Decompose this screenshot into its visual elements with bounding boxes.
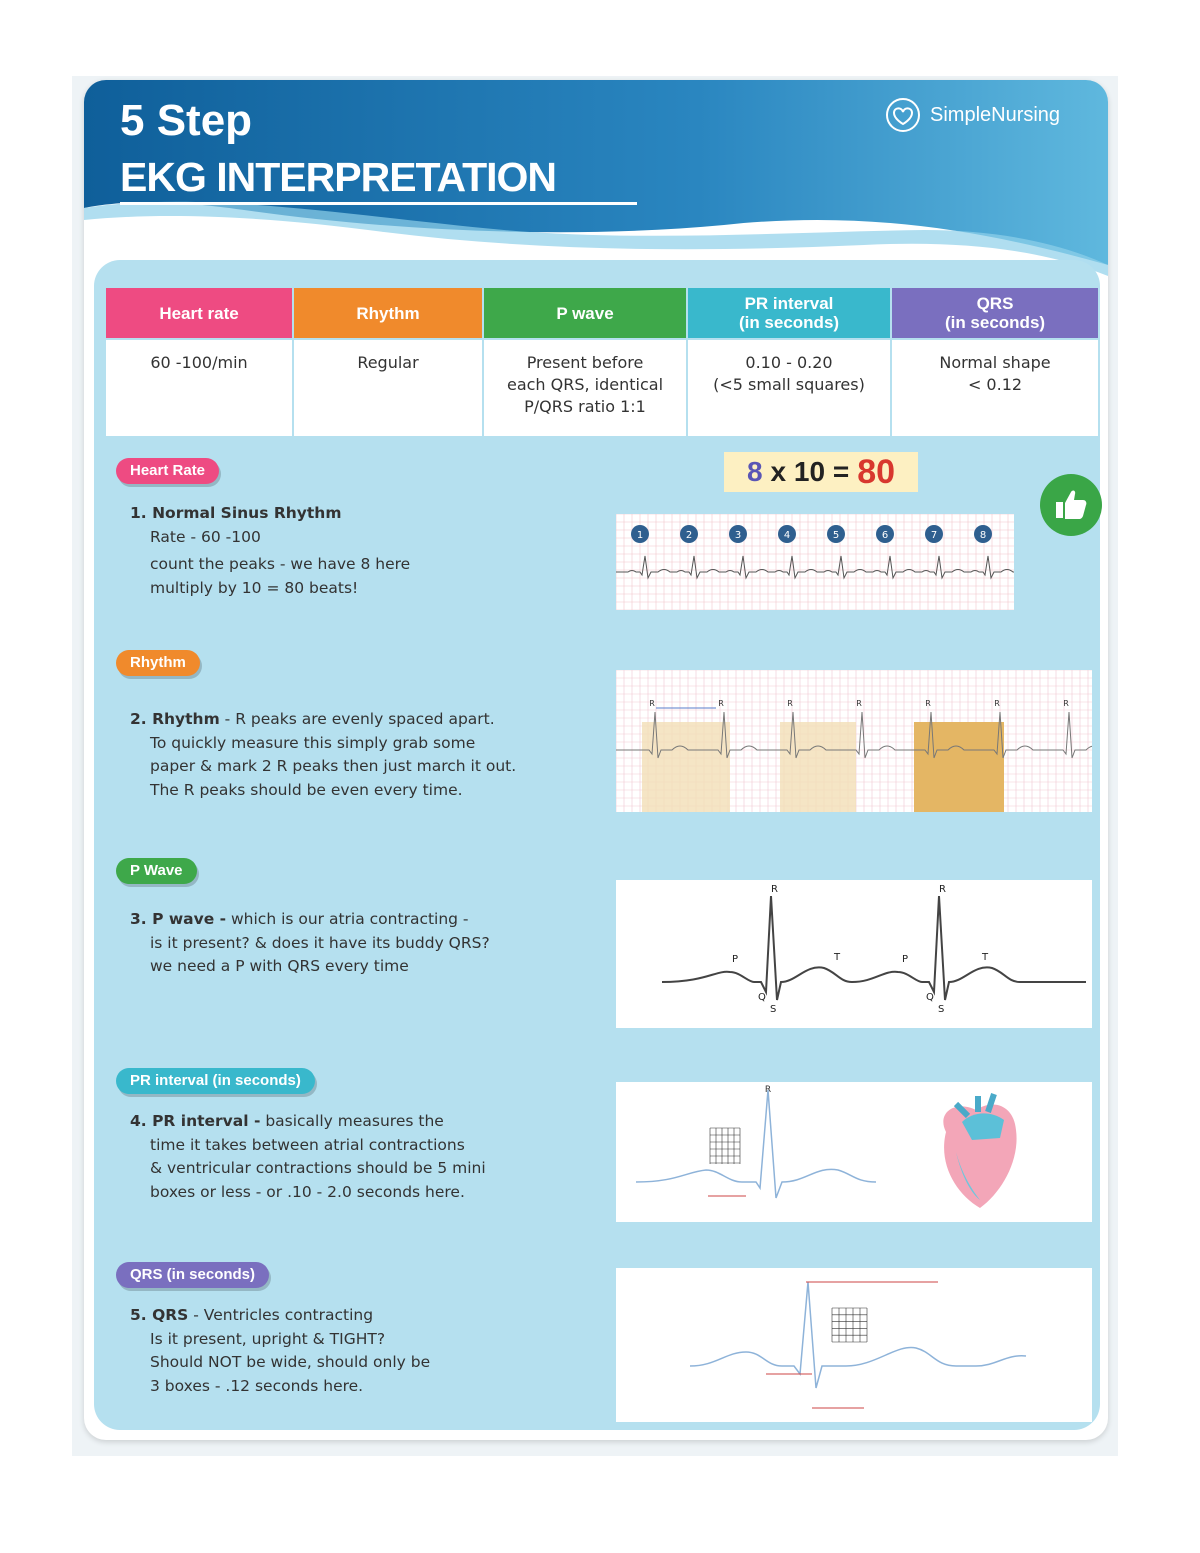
- r-peak-label: R: [764, 1085, 772, 1095]
- qrs-title-rest: - Ventricles contracting: [188, 1306, 374, 1324]
- beat-number: 1: [636, 530, 644, 541]
- qrs-line: 3 boxes - .12 seconds here.: [150, 1376, 364, 1395]
- heart-logo-icon: [884, 96, 922, 134]
- pr-title-line: [130, 1110, 600, 1134]
- rhythm-title-line: [130, 708, 600, 732]
- ekg-trace: [616, 556, 1014, 578]
- ekg-trace: [662, 896, 1086, 1000]
- rhythm-text: [130, 708, 600, 802]
- qrs-diagram: [616, 1268, 1092, 1422]
- p-wave-line: we need a P with QRS every time: [150, 957, 409, 975]
- pr-line: boxes or less - or .10 - 2.0 seconds here.: [150, 1182, 465, 1201]
- wave-label: P: [902, 954, 909, 965]
- paper-strip: [642, 722, 730, 812]
- beat-number: 8: [979, 530, 987, 541]
- paper-strip: [914, 722, 1004, 812]
- pr-interval-text: [130, 1110, 600, 1204]
- ekg-grid: [616, 514, 1014, 610]
- heart-rate-line: count the peaks - we have 8 here: [150, 555, 411, 573]
- p-wave-title: 3. P wave -: [130, 910, 227, 928]
- wave-label: T: [982, 952, 989, 963]
- mini-grid: [710, 1128, 740, 1164]
- ekg-strip-rhythm: [616, 670, 1092, 812]
- header-label: QRS (in seconds): [944, 294, 1046, 332]
- r-peak-label: R: [994, 699, 1000, 708]
- logo-text: SimpleNursing: [930, 103, 1061, 126]
- beat-number: 4: [783, 530, 791, 541]
- p-wave-text: [130, 908, 600, 979]
- beat-number: 2: [685, 530, 693, 541]
- beats-calculation: [724, 452, 918, 492]
- pill-p-wave: P Wave: [116, 858, 197, 884]
- pr-title-rest: basically measures the: [260, 1112, 444, 1130]
- pill-heart-rate: Heart Rate: [116, 458, 219, 484]
- r-peak-label: R: [718, 699, 724, 708]
- wave-label: S: [938, 1004, 945, 1015]
- header-pr-interval: [688, 288, 892, 338]
- beat-number: 6: [881, 530, 889, 541]
- p-wave-line: is it present? & does it have its buddy QRS?: [150, 933, 490, 952]
- rhythm-title: 2. Rhythm: [130, 710, 220, 728]
- summary-value-row: [106, 340, 1098, 436]
- pr-title: 4. PR interval -: [130, 1112, 261, 1130]
- pr-line: & ventricular contractions should be 5 mini: [150, 1159, 486, 1177]
- r-peak-label: R: [856, 699, 862, 708]
- heart-rate-line: Rate - 60 -100: [150, 527, 261, 546]
- wave-label: Q: [926, 992, 934, 1003]
- qrs-line: Should NOT be wide, should only be: [150, 1353, 431, 1371]
- qrs-line: Is it present, upright & TIGHT?: [150, 1329, 386, 1348]
- r-peak-label: R: [925, 699, 931, 708]
- r-peak-label: R: [787, 699, 793, 708]
- calc-result: 80: [857, 452, 896, 491]
- rhythm-line: The R peaks should be even every time.: [150, 780, 463, 799]
- ekg-pqrst-diagram: [616, 880, 1092, 1028]
- thumbs-up-icon: [1040, 474, 1102, 536]
- header-label: Rhythm: [356, 303, 420, 323]
- header-heart-rate: [106, 288, 294, 338]
- wave-label: R: [939, 884, 946, 895]
- r-peak-label: R: [1063, 699, 1069, 708]
- infographic-card: [84, 80, 1108, 1440]
- ekg-trace: [636, 1090, 876, 1198]
- pr-interval-diagram: [616, 1082, 1092, 1222]
- beat-number: 5: [832, 530, 840, 541]
- pill-qrs: QRS (in seconds): [116, 1262, 269, 1288]
- title-line-1: 5 Step: [120, 96, 253, 145]
- p-wave-title-rest: which is our atria contracting -: [226, 910, 469, 928]
- ekg-strip-heart-rate: [616, 514, 1014, 610]
- calc-operator: x 10 =: [770, 456, 850, 487]
- pill-rhythm: Rhythm: [116, 650, 200, 676]
- qrs-title-line: [130, 1304, 600, 1328]
- heart-rate-title: 1. Normal Sinus Rhythm: [130, 504, 342, 522]
- wave-label: Q: [758, 992, 766, 1003]
- r-peak-label: R: [649, 699, 655, 708]
- heart-rate-text: [130, 502, 600, 600]
- value-p-wave: Present before each QRS, identical P/QRS ratio 1:1: [484, 340, 688, 436]
- header-rhythm: [294, 288, 484, 338]
- rhythm-title-rest: - R peaks are evenly spaced apart.: [219, 710, 495, 728]
- summary-table: [106, 288, 1098, 436]
- header-label: P wave: [556, 303, 614, 323]
- value-rhythm: Regular: [294, 340, 484, 436]
- wave-label: P: [732, 954, 739, 965]
- beat-number: 7: [930, 530, 938, 541]
- qrs-text: [130, 1304, 600, 1398]
- wave-label: R: [771, 884, 778, 895]
- header-p-wave: [484, 288, 688, 338]
- pill-pr-interval: PR interval (in seconds): [116, 1068, 315, 1094]
- wave-label: T: [834, 952, 841, 963]
- header-label: PR interval (in seconds): [738, 294, 840, 332]
- rhythm-line: paper & mark 2 R peaks then just march it out.: [150, 757, 517, 775]
- beat-number: 3: [734, 530, 742, 541]
- calc-count: 8: [746, 456, 763, 487]
- pr-line: time it takes between atrial contractions: [150, 1135, 465, 1154]
- qrs-title: 5. QRS: [130, 1306, 189, 1324]
- value-pr-interval: 0.10 - 0.20 (<5 small squares): [688, 340, 892, 436]
- heart-rate-line: multiply by 10 = 80 beats!: [150, 578, 359, 597]
- wave-label: S: [770, 1004, 777, 1015]
- rhythm-line: To quickly measure this simply grab some: [150, 733, 476, 752]
- simplenursing-logo: [884, 96, 1060, 134]
- title-underline: [120, 202, 637, 205]
- summary-header-row: [106, 288, 1098, 338]
- header-label: Heart rate: [159, 303, 239, 323]
- content-panel: [94, 260, 1100, 1430]
- p-wave-title-line: [130, 908, 600, 932]
- title-line-2: EKG INTERPRETATION: [120, 154, 557, 200]
- value-heart-rate: 60 -100/min: [106, 340, 294, 436]
- value-qrs: Normal shape < 0.12: [892, 340, 1098, 436]
- header-qrs: [892, 288, 1098, 338]
